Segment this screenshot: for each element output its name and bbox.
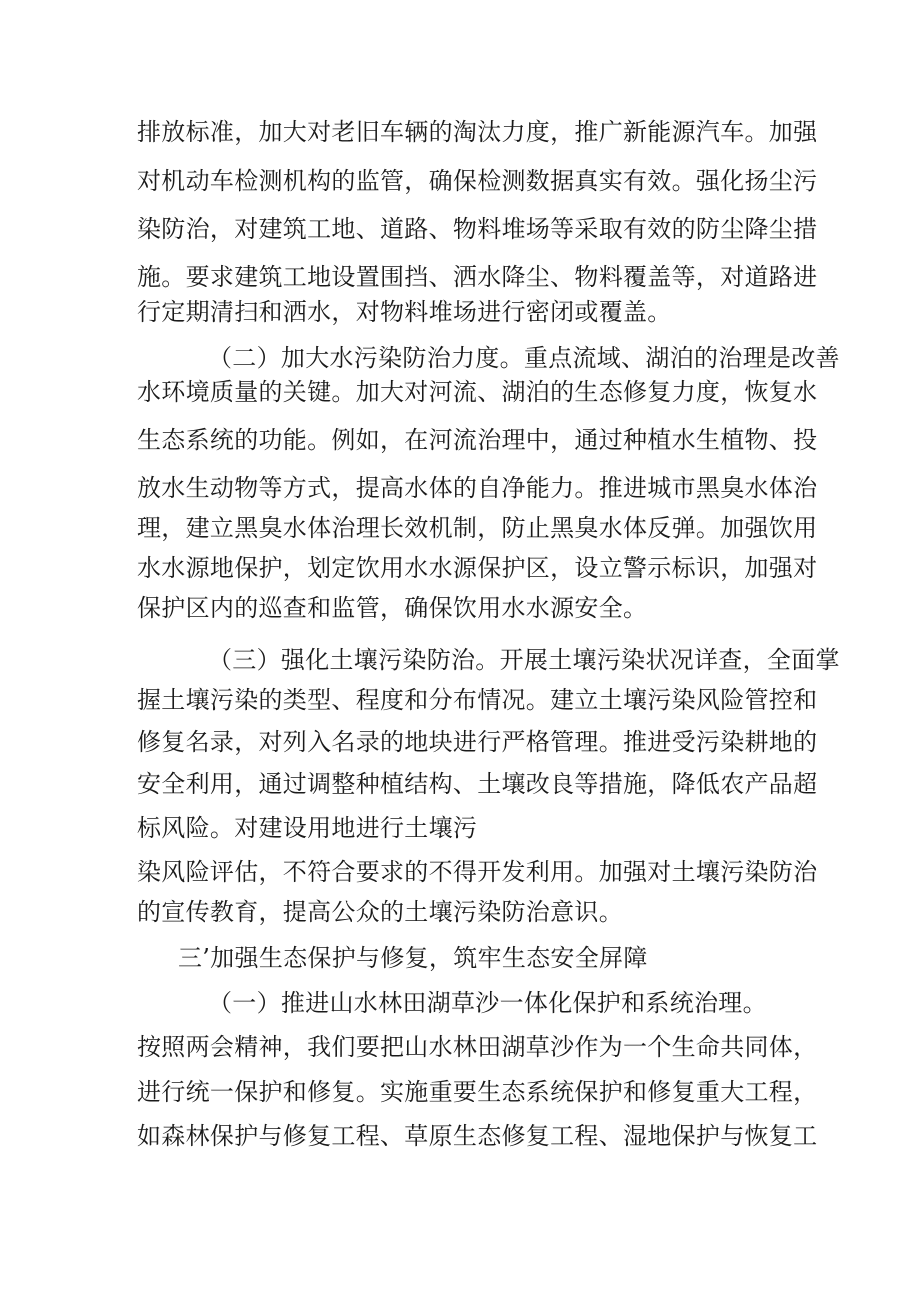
text-line: 排放标准，加大对老旧车辆的淘汰力度，推广新能源汽车。加强 xyxy=(137,118,818,146)
text-line: 的宣传教育，提高公众的土壤污染防治意识。 xyxy=(137,898,623,926)
text-line: 水水源地保护，划定饮用水水源保护区，设立警示标识，加强对 xyxy=(137,554,818,582)
text-line: 理，建立黑臭水体治理长效机制，防止黑臭水体反弹。加强饮用 xyxy=(137,514,818,542)
text-line: 对机动车检测机构的监管，确保检测数据真实有效。强化扬尘污 xyxy=(137,167,818,195)
text-line: 进行统一保护和修复。实施重要生态系统保护和修复重大工程， xyxy=(137,1078,818,1106)
text-line: 保护区内的巡查和监管，确保饮用水水源安全。 xyxy=(137,594,648,622)
text-line: 染防治，对建筑工地、道路、物料堆场等采取有效的防尘降尘措 xyxy=(137,215,818,243)
text-line: 放水生动物等方式，提高水体的自净能力。推进城市黑臭水体治 xyxy=(137,474,818,502)
subsection-heading: （一）推进山水林田湖草沙一体化保护和系统治理。 xyxy=(208,989,767,1017)
text-line: 按照两会精神，我们要把山水林田湖草沙作为一个生命共同体， xyxy=(137,1033,818,1061)
text-line: 行定期清扫和洒水，对物料堆场进行密闭或覆盖。 xyxy=(137,298,672,326)
text-line: 施。要求建筑工地设置围挡、洒水降尘、物料覆盖等，对道路进 xyxy=(137,263,818,291)
text-line: 如森林保护与修复工程、草原生态修复工程、湿地保护与恢复工 xyxy=(137,1122,818,1150)
text-line: 修复名录，对列入名录的地块进行严格管理。推进受污染耕地的 xyxy=(137,728,818,756)
paragraph-start-line: （三）强化土壤污染防治。开展土壤污染状况详查，全面掌 xyxy=(208,646,840,674)
paragraph-start-line: （二）加大水污染防治力度。重点流域、湖泊的治理是改善 xyxy=(208,344,840,372)
text-line: 握土壤污染的类型、程度和分布情况。建立土壤污染风险管控和 xyxy=(137,686,818,714)
text-line: 安全利用，通过调整种植结构、土壤改良等措施，降低农产品超 xyxy=(137,770,818,798)
section-heading: 三’加强生态保护与修复，筑牢生态安全屏障 xyxy=(178,944,648,972)
text-line: 生态系统的功能。例如，在河流治理中，通过种植水生植物、投 xyxy=(137,426,818,454)
text-line: 标风险。对建设用地进行土壤污 xyxy=(137,814,478,842)
text-line: 水环境质量的关键。加大对河流、湖泊的生态修复力度，恢复水 xyxy=(137,378,818,406)
text-line: 染风险评估，不符合要求的不得开发利用。加强对土壤污染防治 xyxy=(137,858,818,886)
